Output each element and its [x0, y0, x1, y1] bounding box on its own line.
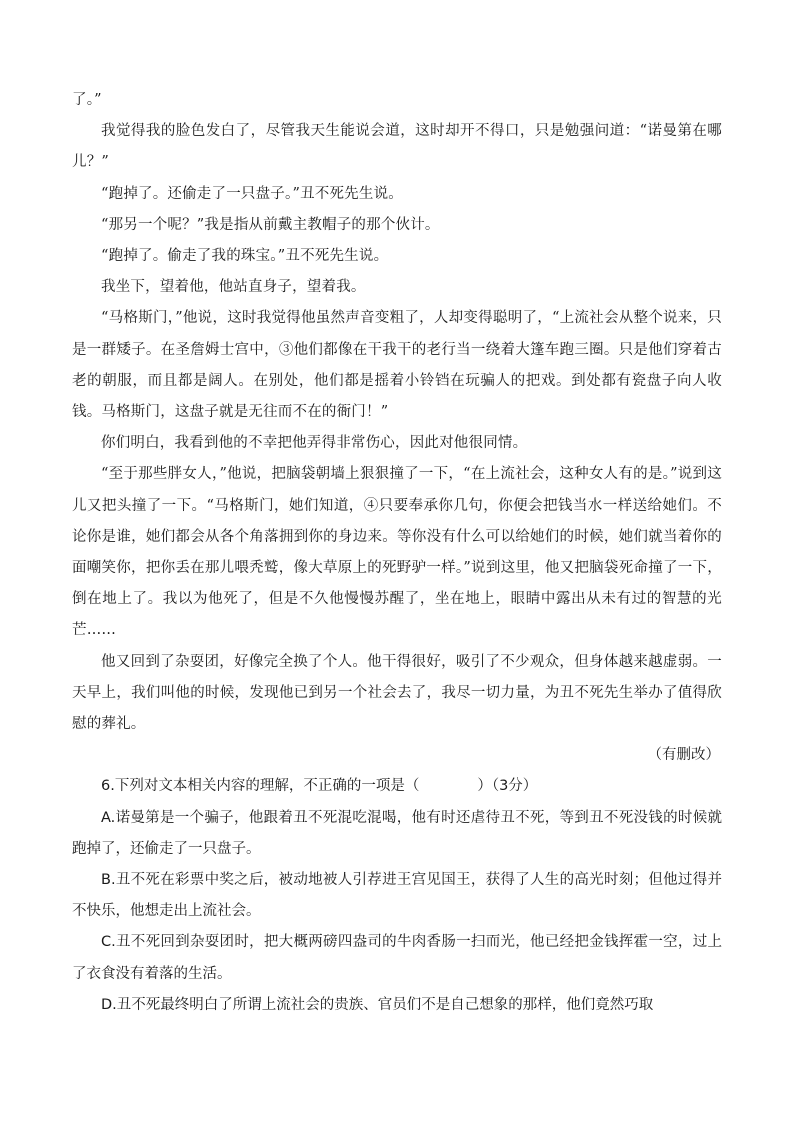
paragraph: “至于那些胖女人，”他说，把脑袋朝墙上狠狠撞了一下，“在上流社会，这种女人有的是。”说到这儿又把头撞了一下。“马格斯门，她们知道，④只要奉承你几句，你便会把钱当水一样送给她们。不论你是谁，她们都会从各个角落拥到你的身边来。等你没有什么可以给她们的时候，她们就当着你的面嘲笑你，把你丢在那儿喂秃鹫，像大草原上的死野驴一样。”说到这里，他又把脑袋死命撞了一下，倒在地上了。我以为他死了，但是不久他慢慢苏醒了，坐在地上，眼睛中露出从未有过的智慧的光芒……: [72, 466, 722, 639]
paragraph: 他又回到了杂耍团，好像完全换了个人。他干得很好，吸引了不少观众，但身体越来越虚弱。一天早上，我们叫他的时候，发现他已到另一个社会去了，我尽一切力量，为丑不死先生举办了值得欣慰的葬礼。: [72, 653, 722, 733]
paragraph: 你们明白，我看到他的不幸把他弄得非常伤心，因此对他很同情。: [101, 435, 528, 452]
paragraph: “跑掉了。还偷走了一只盘子。”丑不死先生说。: [101, 185, 403, 202]
paragraph: 我坐下，望着他，他站直身子，望着我。: [101, 279, 366, 296]
story-text: [72, 85, 722, 740]
option-d: D.丑不死最终明白了所谓上流社会的贵族、官员们不是自己想象的那样，他们竟然巧取: [101, 996, 654, 1013]
option-b: B.丑不死在彩票中奖之后，被动地被人引荐进王宫见国王，获得了人生的高光时刻；但他过得并不快乐，他想走出上流社会。: [72, 872, 722, 920]
paragraph: “那另一个呢？”我是指从前戴主教帽子的那个伙计。: [101, 216, 440, 233]
paragraph: “跑掉了。偷走了我的珠宝。”丑不死先生说。: [101, 248, 389, 265]
option-a: A.诺曼第是一个骗子，他跟着丑不死混吃混喝，他有时还虐待丑不死，等到丑不死没钱的时候就跑掉了，还偷走了一只盘子。: [72, 809, 722, 857]
paragraph: 了。”: [72, 92, 102, 108]
paragraph: “马格斯门，”他说，这时我觉得他虽然声音变粗了，人却变得聪明了，“上流社会从整个说来，只是一群矮子。在圣詹姆士宫中，③他们都像在干我干的老行当一绕着大篷车跑三圈。只是他们穿着古老的朝服，而且都是阔人。在别处，他们都是摇着小铃铛在玩骗人的把戏。到处都有瓷盘子向人收钱。马格斯门，这盘子就是无往而不在的衙门！”: [72, 310, 722, 421]
source-note: （有删改）: [647, 747, 720, 764]
question-6: [72, 771, 722, 1021]
paragraph: 我觉得我的脸色发白了，尽管我天生能说会道，这时却开不得口，只是勉强问道：“诺曼第在哪儿？”: [72, 123, 722, 171]
question-stem: 6.下列对文本相关内容的理解，不正确的一项是（ ）（3分）: [101, 778, 538, 795]
option-c: C.丑不死回到杂耍团时，把大概两磅四盎司的牛肉香肠一扫而光，他已经把金钱挥霍一空，过上了衣食没有着落的生活。: [72, 934, 722, 982]
